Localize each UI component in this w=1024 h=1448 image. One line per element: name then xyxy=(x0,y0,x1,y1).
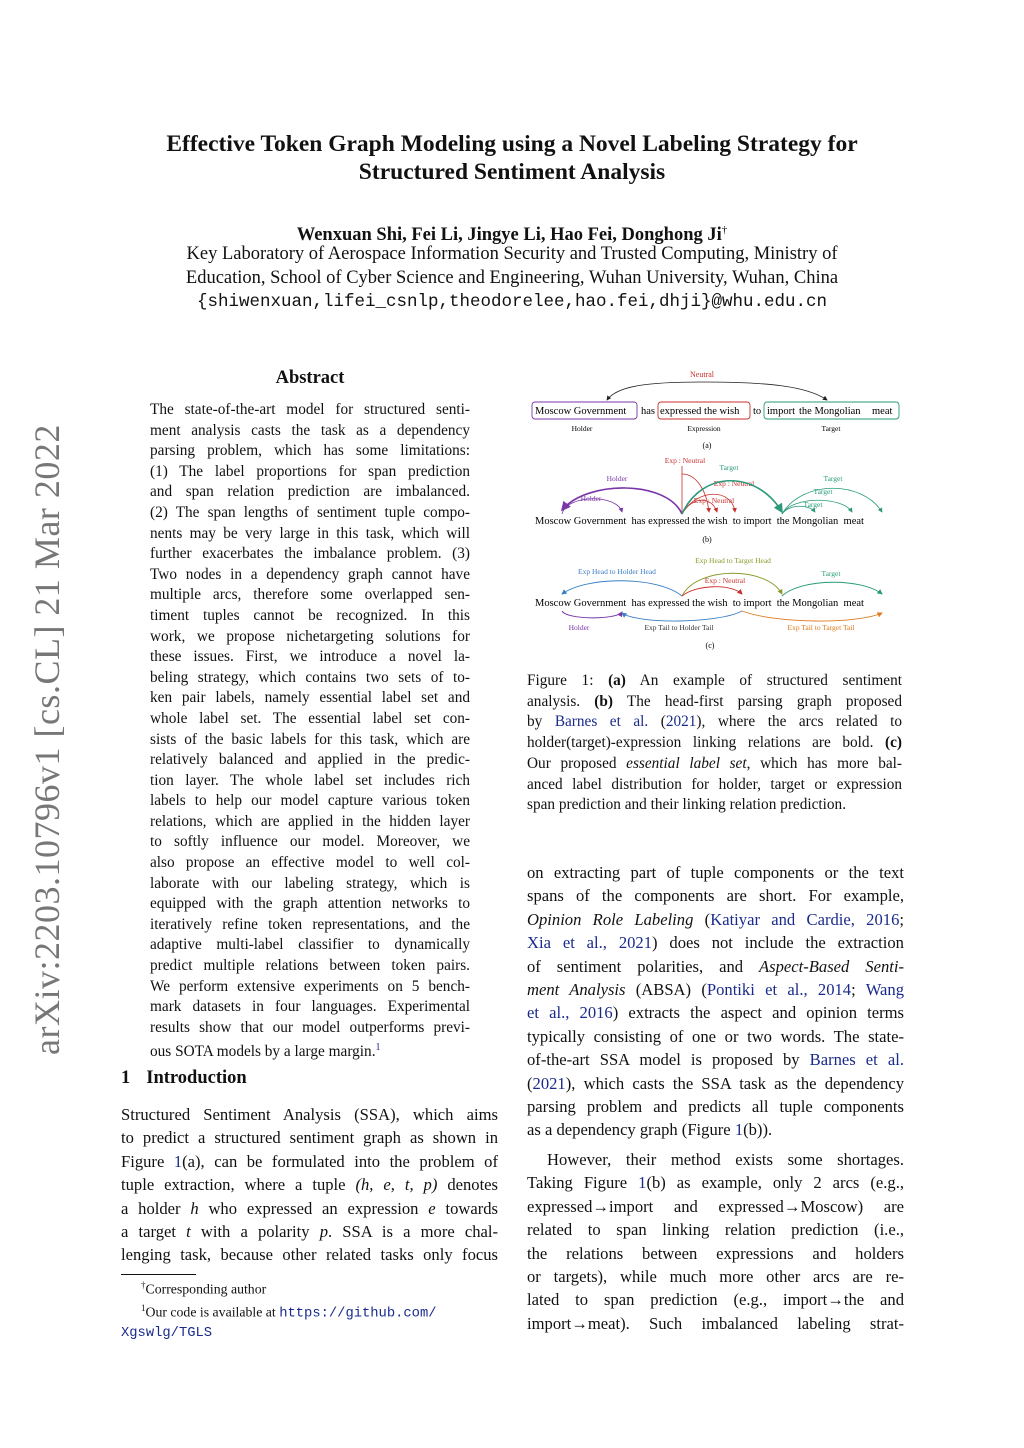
section-heading-introduction xyxy=(121,1066,247,1090)
arc-label: Exp Tail to Target Tail xyxy=(787,623,855,632)
section-number: 1 xyxy=(121,1068,131,1088)
arc-label: Target xyxy=(803,500,823,509)
text-line: and span relation prediction are imbalanced. xyxy=(150,483,470,501)
text-line: parsing problem, which has some limitations: xyxy=(150,442,470,460)
text-line: equipped with the graph attention networks to xyxy=(150,895,470,913)
intro-right-column xyxy=(527,861,904,1335)
text-line: further exacerbates the imbalance problem. (3) xyxy=(150,545,470,563)
text-line: adaptive multi-label classifier to dynamically xyxy=(150,936,470,954)
text-line: Structured Sentiment Analysis (SSA), which aims xyxy=(121,1105,498,1124)
text-line: by Barnes et al. (2021), where the arcs related to xyxy=(527,713,903,731)
text-line: of sentiment polarities, and Aspect-Based Senti- xyxy=(527,956,905,976)
author-names: Wenxuan Shi, Fei Li, Jingye Li, Hao Fei, Donghong Ji xyxy=(296,225,722,246)
text-line: Taking Figure 1(b) as example, only 2 arcs (e.g., xyxy=(527,1173,905,1193)
text-line: to predict a structured sentiment graph as shown in xyxy=(121,1128,498,1148)
figure-1a xyxy=(532,370,899,450)
arc-label: Exp Tail to Holder Tail xyxy=(644,623,714,632)
text-line: a target t with a polarity p. SSA is a more chal- xyxy=(121,1222,498,1242)
arc xyxy=(562,581,682,596)
arc xyxy=(742,611,882,621)
figure-1 xyxy=(527,362,907,654)
text-line: of-the-art SSA model is proposed by Barnes et al. xyxy=(527,1050,904,1070)
arc xyxy=(562,611,622,618)
text-line: ment Analysis (ABSA) (Pontiki et al., 2014; Wang xyxy=(527,980,904,1000)
token: meat xyxy=(872,406,893,417)
text-line: relations, which are applied in the hidden layer xyxy=(150,812,470,830)
arxiv-stamp: arXiv:2203.10796v1 [cs.CL] 21 Mar 2022 xyxy=(27,424,67,1055)
arc-label: Exp Head to Target Head xyxy=(695,556,771,565)
text-line: However, their method exists some shortages. xyxy=(547,1149,904,1169)
affiliation-line-1: Key Laboratory of Aerospace Information Security and Trusted Computing, Ministry of xyxy=(186,244,838,264)
footnote-text: Our code is available at xyxy=(145,1304,280,1320)
footnotes xyxy=(121,1276,501,1343)
footnote-ref[interactable]: 1 xyxy=(375,1042,381,1054)
subfigure-tag: (c) xyxy=(705,641,715,650)
text-line: results show that our model outperforms previ- xyxy=(150,1018,470,1036)
footnote-corresponding xyxy=(121,1276,501,1299)
span-label: Expression xyxy=(687,424,721,433)
text-line: relatively balanced and applied in the predic- xyxy=(150,751,470,769)
arc-label: Holder xyxy=(580,494,602,503)
text-line: tuple extraction, where a tuple (h, e, t, p) denotes xyxy=(121,1175,499,1195)
token: has xyxy=(641,406,655,417)
text-line: The state-of-the-art model for structured senti- xyxy=(150,401,470,418)
section-title: Introduction xyxy=(146,1068,247,1088)
arc-label: Holder xyxy=(606,474,628,483)
text-line: tion layer. The whole label set includes rich xyxy=(150,771,470,789)
arc-label: Target xyxy=(813,487,833,496)
text-line: mark datasets in four languages. Experimental xyxy=(150,998,470,1016)
text-line: timent tuples cannot be recognized. In this xyxy=(150,606,470,624)
token: to xyxy=(753,406,762,417)
text-line: (2) The span lengths of sentiment tuple compo- xyxy=(150,503,470,521)
intro-left-column xyxy=(121,1103,498,1267)
arc-label: Exp Head to Holder Head xyxy=(578,567,656,576)
text-line: ment analysis casts the task as a dependency xyxy=(150,421,470,439)
token: the Mongolian xyxy=(799,406,861,417)
text-line: iteratively refine token representations, and the xyxy=(150,915,470,933)
footnote-code xyxy=(121,1299,501,1324)
token: import xyxy=(767,406,795,417)
sentence: Moscow Government has expressed the wish to import the Mongolian meat xyxy=(535,516,864,527)
text-line: spans of the components are short. For example, xyxy=(527,886,904,906)
arc xyxy=(622,611,742,621)
text-line: as a dependency graph (Figure 1(b)). xyxy=(527,1120,773,1140)
text-line: on extracting part of tuple components or the text xyxy=(527,863,904,882)
text-line: Our proposed essential label set, which has more bal- xyxy=(527,754,902,772)
text-line: typically consisting of one or two words. The state- xyxy=(527,1026,904,1046)
text-line: analysis. (b) The head-first parsing graph proposed xyxy=(527,692,902,710)
text-line: et al., 2016) extracts the aspect and opinion terms xyxy=(527,1003,904,1023)
span-label: Holder xyxy=(571,424,593,433)
text-line: beling strategy, which contains two sets of to- xyxy=(150,668,470,686)
arc-label: Exp : Neutral xyxy=(664,456,706,465)
text-line: span prediction and their linking relation prediction. xyxy=(527,796,847,814)
footnote-code-cont xyxy=(121,1323,501,1343)
text-line: Two nodes in a dependency graph cannot have xyxy=(150,565,470,583)
author-emails: {shiwenxuan,lifei_csnlp,theodorelee,hao.fei,dhji}@whu.edu.cn xyxy=(196,292,828,312)
code-link-cont[interactable]: Xgswlg/TGLS xyxy=(121,1326,213,1342)
token: Moscow Government xyxy=(535,406,627,417)
text-line: holder(target)-expression linking relations are bold. (c) xyxy=(527,734,902,752)
text-line: laborate with our labeling strategy, which is xyxy=(150,874,470,892)
text-line: nents may be very large in this task, which will xyxy=(150,524,470,542)
text-line: multiple arcs, therefore some overlapped sen- xyxy=(150,586,470,604)
text-line: these issues. First, we introduce a novel la- xyxy=(150,648,470,666)
figure-1-caption xyxy=(527,671,902,816)
text-line: related to span linking relation prediction (i.e., xyxy=(527,1220,904,1240)
sentence: Moscow Government has expressed the wish to import the Mongolian meat xyxy=(535,598,864,609)
figure-1c xyxy=(535,556,882,650)
arc xyxy=(682,587,742,596)
affiliation-line-2: Education, School of Cyber Science and Engineering, Wuhan University, Wuhan, China xyxy=(185,268,839,288)
text-line: also propose an effective model to well col- xyxy=(150,854,470,872)
text-line: ken pair labels, namely essential label set and xyxy=(150,689,470,707)
affiliation xyxy=(100,242,924,290)
paper-title xyxy=(100,130,924,186)
text-line: or targets), while much more other arcs are re- xyxy=(527,1266,904,1286)
text-line: (1) The label proportions for span prediction xyxy=(150,462,470,480)
arc-label: Target xyxy=(821,569,841,578)
title-line-1: Effective Token Graph Modeling using a Novel Labeling Strategy for xyxy=(166,131,858,157)
arc-label: Exp : Neutral xyxy=(713,479,755,488)
arc-label: Target xyxy=(719,463,739,472)
subfigure-tag: (a) xyxy=(702,441,712,450)
subfigure-tag: (b) xyxy=(702,535,712,544)
text-line: (2021), which casts the SSA task as the dependency xyxy=(527,1073,904,1093)
token: expressed the wish xyxy=(660,406,740,417)
abstract-body xyxy=(150,400,470,1063)
text-line: import→meat). Such imbalanced labeling strat- xyxy=(527,1313,904,1333)
text-line: to softly influence our model. Moreover, we xyxy=(150,833,470,851)
title-line-2: Structured Sentiment Analysis xyxy=(358,159,666,185)
footnote-rule xyxy=(121,1274,196,1275)
text-line: Opinion Role Labeling (Katiyar and Cardie, 2016; xyxy=(527,909,904,929)
text-line: work, we propose nichetargeting solutions for xyxy=(150,627,470,645)
text-line: Figure 1: (a) An example of structured sentiment xyxy=(527,672,902,689)
arc xyxy=(782,582,882,596)
text-line: parsing problem and predicts all tuple components xyxy=(527,1097,904,1117)
arc-label: Holder xyxy=(568,623,590,632)
arc-label: Neutral xyxy=(690,370,714,379)
footnote-mark: 1 xyxy=(141,1302,146,1313)
text-line: ous SOTA models by a large margin.$^1$ xyxy=(150,1042,381,1061)
text-line: the relations between expressions and holders xyxy=(527,1243,904,1263)
span-label: Target xyxy=(821,424,841,433)
text-line: We perform extensive experiments on 5 bench- xyxy=(150,977,470,995)
footnote-text: Corresponding author xyxy=(145,1281,267,1297)
footnote-mark: † xyxy=(141,1280,146,1290)
arc xyxy=(702,382,827,400)
arc xyxy=(607,382,702,400)
abstract-heading: Abstract xyxy=(275,368,345,388)
arc-label: Exp : Neutral xyxy=(704,576,746,585)
text-line: lenging task, because other related tasks only focus xyxy=(121,1245,498,1265)
text-line: a holder h who expressed an expression e towards xyxy=(121,1198,498,1218)
code-link[interactable]: https://github.com/ xyxy=(279,1306,437,1322)
text-line: predict multiple relations between token pairs. xyxy=(150,957,470,975)
arc-label: Exp : Neutral xyxy=(693,496,735,505)
text-line: lated to span prediction (e.g., import→the and xyxy=(527,1290,904,1310)
figure-1b xyxy=(535,456,882,544)
corresponding-mark: † xyxy=(721,224,728,236)
text-line: anced label distribution for holder, target or expression xyxy=(527,775,902,793)
text-line: whole label set. The essential label set con- xyxy=(150,709,470,727)
text-line: labels to help our model capture various token xyxy=(150,792,470,810)
text-line: Figure 1(a), can be formulated into the problem of xyxy=(121,1151,498,1171)
arc-label: Target xyxy=(823,474,843,483)
text-line: expressed→import and expressed→Moscow) are xyxy=(527,1196,904,1216)
text-line: Xia et al., 2021) does not include the extraction xyxy=(527,933,904,953)
text-line: sists of the basic labels for this task, which are xyxy=(150,730,470,748)
